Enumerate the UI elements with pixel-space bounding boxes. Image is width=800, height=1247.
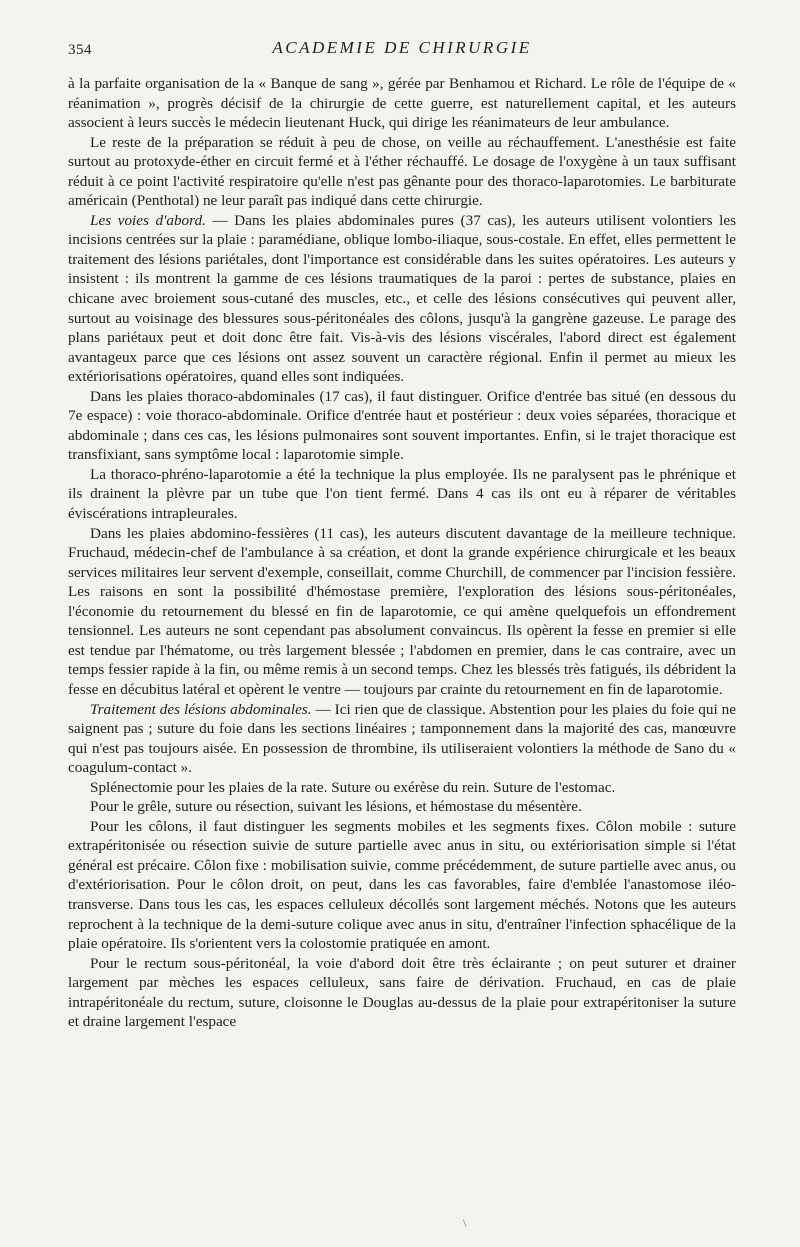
paragraph: Traitement des lésions abdominales. — Ici rien que de classique. Abstention pour les plaies du foie qui ne saignent pas ; suture du foie dans les sections linéaires ; tamponnement dans la majorité des cas, manœuvre qui n'est pas toujours aisée. En possession de thrombine, ils utiliseraient volontiers la méthode de Sano du « coagulum-contact ».: [68, 700, 736, 777]
paragraph: Pour les côlons, il faut distinguer les segments mobiles et les segments fixes. Côlon mobile : suture extrapéritonisée ou résection suivie de suture partielle avec anus in situ, ou extériorisation simple si l'état général est précaire. Côlon fixe : mobilisation suivie, comme précédemment, de suture partielle avec anus, ou d'extériorisation. Pour le côlon droit, on peut, dans les cas favorables, faire d'emblée l'anastomose iléo-transverse. Dans tous les cas, les espaces celluleux décollés sont largement méchés. Notons que les auteurs reprochent à la technique de la demi-suture colique avec anus in situ, d'entraîner l'infection sphacélique de la plaie opératoire. Ils s'orientent vers la colostomie pratiquée en amont.: [68, 817, 736, 953]
paragraph: Le reste de la préparation se réduit à peu de chose, on veille au réchauffement. L'anesthésie est faite surtout au protoxyde-éther en circuit fermé et à l'éther réchauffé. Le dosage de l'oxygène à un taux suffisant réduit à ce point l'activité respiratoire qu'elle n'est pas gênante pour des thoraco-laparotomies. Le barbiturate américain (Penthotal) ne leur paraît pas indiqué dans cette chirurgie.: [68, 133, 736, 210]
footer-mark: \: [463, 1216, 467, 1230]
paragraph: La thoraco-phréno-laparotomie a été la technique la plus employée. Ils ne paralysent pas le phrénique et ils drainent la plèvre par un tube que l'on tient fermé. Dans 4 cas ils ont eu à réparer de véritables éviscérations intrapleurales.: [68, 465, 736, 523]
running-title: ACADEMIE DE CHIRURGIE: [272, 38, 532, 57]
paragraph: Pour le grêle, suture ou résection, suivant les lésions, et hémostase du mésentère.: [90, 798, 582, 816]
document-page: [68, 38, 736, 1032]
body-text: [68, 74, 736, 1032]
paragraph: Splénectomie pour les plaies de la rate. Suture ou exérèse du rein. Suture de l'estomac.: [90, 778, 616, 796]
paragraph: Pour le rectum sous-péritonéal, la voie d'abord doit être très éclairante ; on peut suturer et drainer largement par mèches les espaces celluleux, sans faire de dérivation. Fruchaud, en cas de plaie intrapéritonéale du rectum, suture, cloisonne le Douglas au-dessus de la plaie pour extrapéritoniser la suture et draine largement l'espace: [68, 954, 736, 1031]
paragraph: à la parfaite organisation de la « Banque de sang », gérée par Benhamou et Richard. Le rôle de l'équipe de « réanimation », progrès décisif de la chirurgie de cette guerre, est naturellement capital, et les auteurs associent à leurs succès le médecin lieutenant Huck, qui dirige les réanimateurs de leur ambulance.: [68, 75, 736, 132]
paragraph: Dans les plaies abdomino-fessières (11 cas), les auteurs discutent davantage de la meilleure technique. Fruchaud, médecin-chef de l'ambulance à sa création, et dont la grande expérience chirurgicale et les beaux services militaires leur servent d'exemple, conseillait, comme Churchill, de commencer par l'incision fessière. Les raisons en sont la possibilité d'hémostase première, l'exploration des lésions sous-péritonéales, l'économie du retournement du blessé en fin de laparotomie, ce qui amène quelquefois un effondrement tensionnel. Les auteurs ne sont cependant pas absolument convaincus. Ils opèrent la fesse en premier si elle est tendue par l'hématome, ou très largement blessée ; l'abdomen en premier, dans le cas contraire, avec un temps fessier rapide à la fin, ou même remis à un second temps. Chez les blessés très fatigués, ils débrident la fesse en décubitus latéral et opèrent le ventre — toujours par crainte du retournement en fin de laparotomie.: [68, 524, 736, 698]
section-lead: Les voies d'abord.: [90, 211, 206, 229]
paragraph: Dans les plaies thoraco-abdominales (17 cas), il faut distinguer. Orifice d'entrée bas situé (en dessous du 7e espace) : voie thoraco-abdominale. Orifice d'entrée haut et postérieur : deux voies séparées, thoracique et abdominale ; dans ces cas, les lésions pulmonaires sont souvent importantes. Enfin, si le trajet thoracique est transfixiant, sans symptôme local : laparotomie simple.: [68, 387, 736, 464]
paragraph: Les voies d'abord. — Dans les plaies abdominales pures (37 cas), les auteurs utilisent volontiers les incisions centrées sur la plaie : paramédiane, oblique lombo-iliaque, sous-costale. En effet, elles permettent le traitement des lésions pariétales, dont l'importance est considérable dans les suites opératoires. Les auteurs y insistent : ils montrent la gamme de ces lésions traumatiques de la paroi : pertes de substance, plaies en chicane avec broiement sous-cutané des muscles, etc., et celle des lésions consécutives qui peuvent aller, surtout au voisinage des blessures sous-péritonéales des côlons, jusqu'à la gangrène gazeuse. Le parage des plans pariétaux peut et doit donc être fait. Vis-à-vis des lésions viscérales, l'abord direct est également avantageux parce que ces lésions ont assez souvent un caractère régional. Enfin il permet au mieux les extériorisations opératoires, quand elles sont indiquées.: [68, 211, 736, 386]
section-lead: Traitement des lésions abdominales.: [90, 700, 312, 718]
page-number: 354: [68, 42, 92, 58]
page-header: [68, 38, 736, 64]
